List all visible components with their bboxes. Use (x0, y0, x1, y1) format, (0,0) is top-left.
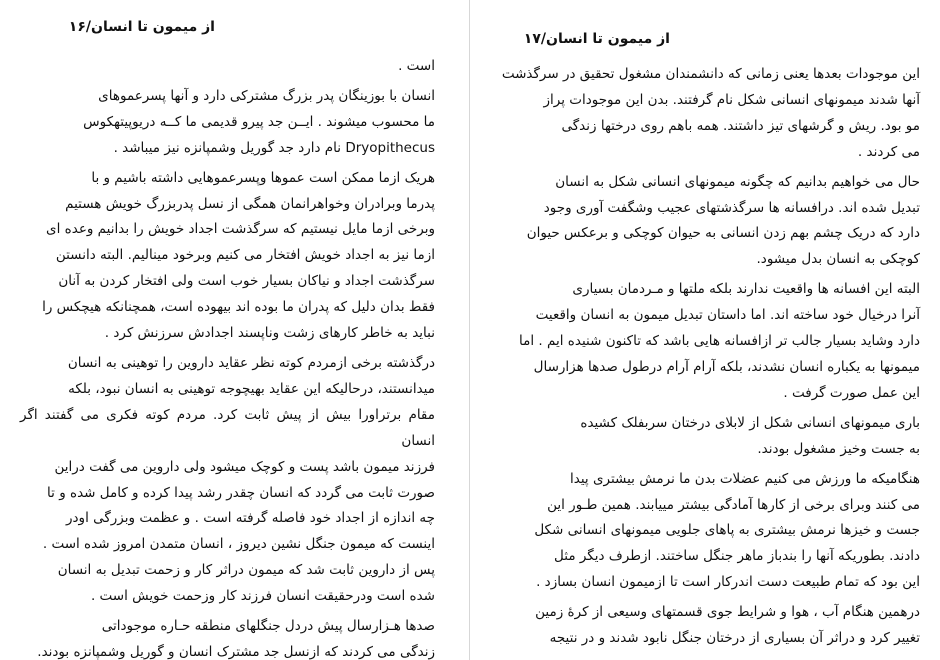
page-header: از میمون تا انسان/۱۶ (68, 19, 215, 35)
paragraph: حال می خواهیم بدانیم که چگونه میمونهای انسانی شکل به انسان تبدیل شده اند. درافسانه ها سرگذشتهای عجیب وشگفت آوری وجود دارد که دریک چشم بهم زدن انسانی به حیوان کوچکی و برعکس حیوان کوچکی به انسان بدل میشود. (526, 173, 920, 268)
paragraph: است . (398, 58, 435, 74)
page-17 (470, 0, 940, 660)
paragraph: البته این افسانه ها واقعیت ندارند بلکه ملتها و مـردمان بسیاری آنرا درخیال خود ساخته اند. اما داستان تبدیل میمون به انسان واقعیت دارد وشاید بسیار جالب تر ازافسانه هایی باشد که تاکنون شنیده ایم . اما میمونها به یکباره انسان نشدند، بلکه آرام آرام درطول صدها هزارسال این عمل صورت گرفت . (519, 281, 920, 401)
paragraph: باری میمونهای انسانی شکل از لابلای درختان سربفلک کشیده به جست وخیز مشغول بودند. (580, 414, 920, 457)
paragraph: این موجودات بعدها یعنی زمانی که دانشمندان مشغول تحقیق در سرگذشت آنها شدند میمونهای انسانی شکل نام گرفتند. بدن این موجودات پراز مو بود. ریش و گرشهای تیز داشتند. همه باهم روی درختها زندگی می کردند . (501, 66, 920, 160)
paragraph: درگذشته برخی ازمردم کوته نظر عقاید داروین را توهینی به انسان میدانستند، درحالیکه این عقاید بهیچوجه توهینی به انسان نبود، بلکه مقام برتراورا بیش از پیش ثابت کرد. مردم کوته فکری می گفتند اگر انسان فرزند میمون باشد پست و کوچک میشود ولی داروین می گفت دراین صورت ثابت می گردد که انسان چقدر رشد پیدا کرده و کامل شده و تا چه اندازه از اجداد خود فاصله گرفته است . و عظمت وبزرگی اودر اینست که میمون جنگل نشین دیروز ، انسان متمدن امروز شده است . پس از داروین ثابت شد که میمون دراثر کار و زحمت تبدیل به انسان شده است ودرحقیقت انسان فرزند کار وزحمت خویش است . (20, 354, 435, 605)
paragraph: هنگامیکه ما ورزش می کنیم عضلات بدن ما نرمش بیشتری پیدا می کنند وبرای برخی از کارها آمادگی بیشتر مییابند. همین طـور این جست و خیزها نرمش بیشتری به پاهای جلویی میمونهای انسانی شکل دادند. بطوریکه آنها را بندباز ماهر جنگل ساختند. ازطرف دیگر مثل این بود که تمام طبیعت دست اندرکار است تا ازمیمون انسان بسازد . (534, 470, 920, 591)
page-header: از میمون تا انسان/۱۷ (523, 31, 670, 47)
paragraph: درهمین هنگام آب ، هوا و شرایط جوی قسمتهای وسیعی از کرهٔ زمین تغییر کرد و دراثر آن بسیاری از درختان جنگل نابود شدند و در نتیجه (535, 604, 920, 647)
paragraph: انسان با بوزینگان پدر بزرگ مشترکی دارد و آنها پسرعموهای ما محسوب میشوند . ایــن جد پیرو قدیمی ما کــه دریوپیتهکوس Dryopithecus نام دارد جد گوریل وشمپانزه نیز میباشد . (83, 87, 435, 156)
paragraph: هریک ازما ممکن است عموها وپسرعموهایی داشته باشیم و با پدرما وبرادران وخواهرانمان همگی از نسل پدربزرگ خویش هستیم وبرخی ازما مایل نیستیم که سرگذشت اجداد خویش را بدانیم وعده ای ازما نیز به اجداد خویش افتخار می کنیم وبرخود مینالیم. البته دانستن سرگذشت اجداد و نیاکان بسیار خوب است ولی افتخار کردن به آنان فقط بدان دلیل که پدران ما بوده اند بیهوده است، همچنانکه هیچکس را نباید به خاطر کارهای زشت وناپسند اجدادش سرزنش کرد . (42, 169, 435, 342)
paragraph: صدها هـزارسال پیش دردل جنگلهای منطقه حـاره موجوداتی زندگی می کردند که ازنسل جد مشترک انسان و گوریل وشمپانزه بودند. (37, 618, 435, 660)
